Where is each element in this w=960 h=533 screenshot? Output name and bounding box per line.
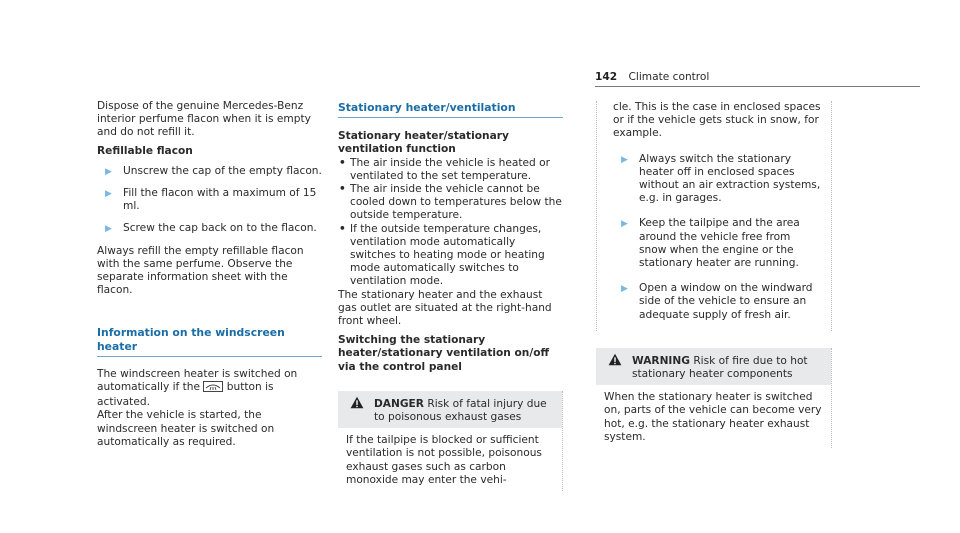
section-title-stationary: Stationary heater/ventilation xyxy=(338,101,516,114)
step-arrow-icon: ▶ xyxy=(621,219,628,230)
function-heading: Stationary heater/stationary ventilation function xyxy=(338,130,509,156)
refill-note: Always refill the empty refillable flacon with the same perfume. Observe the separate information sheet with the flacon. xyxy=(97,244,304,297)
section-rule xyxy=(97,356,322,357)
danger-continued-text: cle. This is the case in enclosed spaces or if the vehicle gets stuck in snow, for example. xyxy=(613,101,821,140)
step-item: ▶ Keep the tailpipe and the area around the vehicle free from snow when the engine or the stationary heater are running. xyxy=(621,217,800,270)
warning-body: When the stationary heater is switched on, parts of the vehicle can become very hot, e.g. the stationary heater exhaust system. xyxy=(604,391,822,443)
column-2 xyxy=(338,101,563,491)
step-arrow-icon: ▶ xyxy=(621,284,628,295)
chapter-title: Climate control xyxy=(628,71,710,83)
refill-heading: Refillable flacon xyxy=(97,144,193,157)
step-item: ▶ Screw the cap back on to the flacon. xyxy=(97,222,322,235)
bullet-icon: • xyxy=(339,222,346,235)
warning-box xyxy=(596,348,832,448)
danger-label: DANGER xyxy=(374,397,424,410)
danger-body: If the tailpipe is blocked or sufficient ventilation is not possible, poisonous exhaust gases such as carbon monoxide may enter the vehi- xyxy=(346,434,542,486)
page-number: 142 xyxy=(595,71,618,83)
step-arrow-icon: ▶ xyxy=(621,154,628,165)
warning-header xyxy=(596,348,831,385)
step-arrow-icon: ▶ xyxy=(105,224,112,235)
page-header xyxy=(595,71,920,84)
warning-title: Risk of fire due to hot stationary heater components xyxy=(632,354,808,381)
switch-heading: Switching the stationary heater/stationary ventilation on/off via the control panel xyxy=(338,334,550,373)
danger-box xyxy=(338,391,563,491)
bullet-icon: • xyxy=(339,156,346,169)
step-arrow-icon: ▶ xyxy=(105,189,112,200)
section-rule xyxy=(338,117,563,118)
warning-triangle-icon xyxy=(608,353,622,366)
step-item: ▶ Unscrew the cap of the empty flacon. xyxy=(97,165,322,178)
windscreen-defrost-icon xyxy=(203,381,223,396)
column-1 xyxy=(97,100,322,449)
warning-triangle-icon xyxy=(350,396,364,409)
danger-title: Risk of fatal injury due to poisonous exhaust gases xyxy=(374,397,547,424)
bullet-item: • The air inside the vehicle cannot be cooled down to temperatures below the outside temperature. xyxy=(339,183,562,222)
bullet-icon: • xyxy=(339,183,346,196)
step-arrow-icon: ▶ xyxy=(105,166,112,177)
step-item: ▶ Fill the flacon with a maximum of 15 ml. xyxy=(105,187,317,213)
section-title-windscreen: Information on the windscreen heater xyxy=(97,326,285,353)
bullet-item: • The air inside the vehicle is heated or ventilated to the set temperature. xyxy=(339,156,550,182)
column-3 xyxy=(596,101,832,448)
step-item: ▶ Always switch the stationary heater off in enclosed spaces without an air extraction systems, e.g. in garages. xyxy=(621,152,821,205)
location-paragraph: The stationary heater and the exhaust gas outlet are situated at the right-hand front wheel. xyxy=(338,288,552,328)
step-item: ▶ Open a window on the windward side of the vehicle to ensure an adequate supply of fresh air. xyxy=(621,282,813,321)
heater-paragraph: The windscreen heater is switched on automatically if the button is activated. xyxy=(97,367,298,409)
danger-header xyxy=(338,391,562,428)
danger-box-continued xyxy=(596,101,832,331)
intro-paragraph: Dispose of the genuine Mercedes-Benz interior perfume flacon when it is empty and do not refill it. xyxy=(97,100,311,139)
bullet-item: • If the outside temperature changes, ventilation mode automatically switches to heating mode or heating mode automatically switches to ventilation mode. xyxy=(339,222,545,288)
header-rule xyxy=(595,86,920,87)
warning-label: WARNING xyxy=(632,354,690,367)
heater-start-paragraph: After the vehicle is started, the windscreen heater is switched on automatically as required. xyxy=(97,409,275,448)
